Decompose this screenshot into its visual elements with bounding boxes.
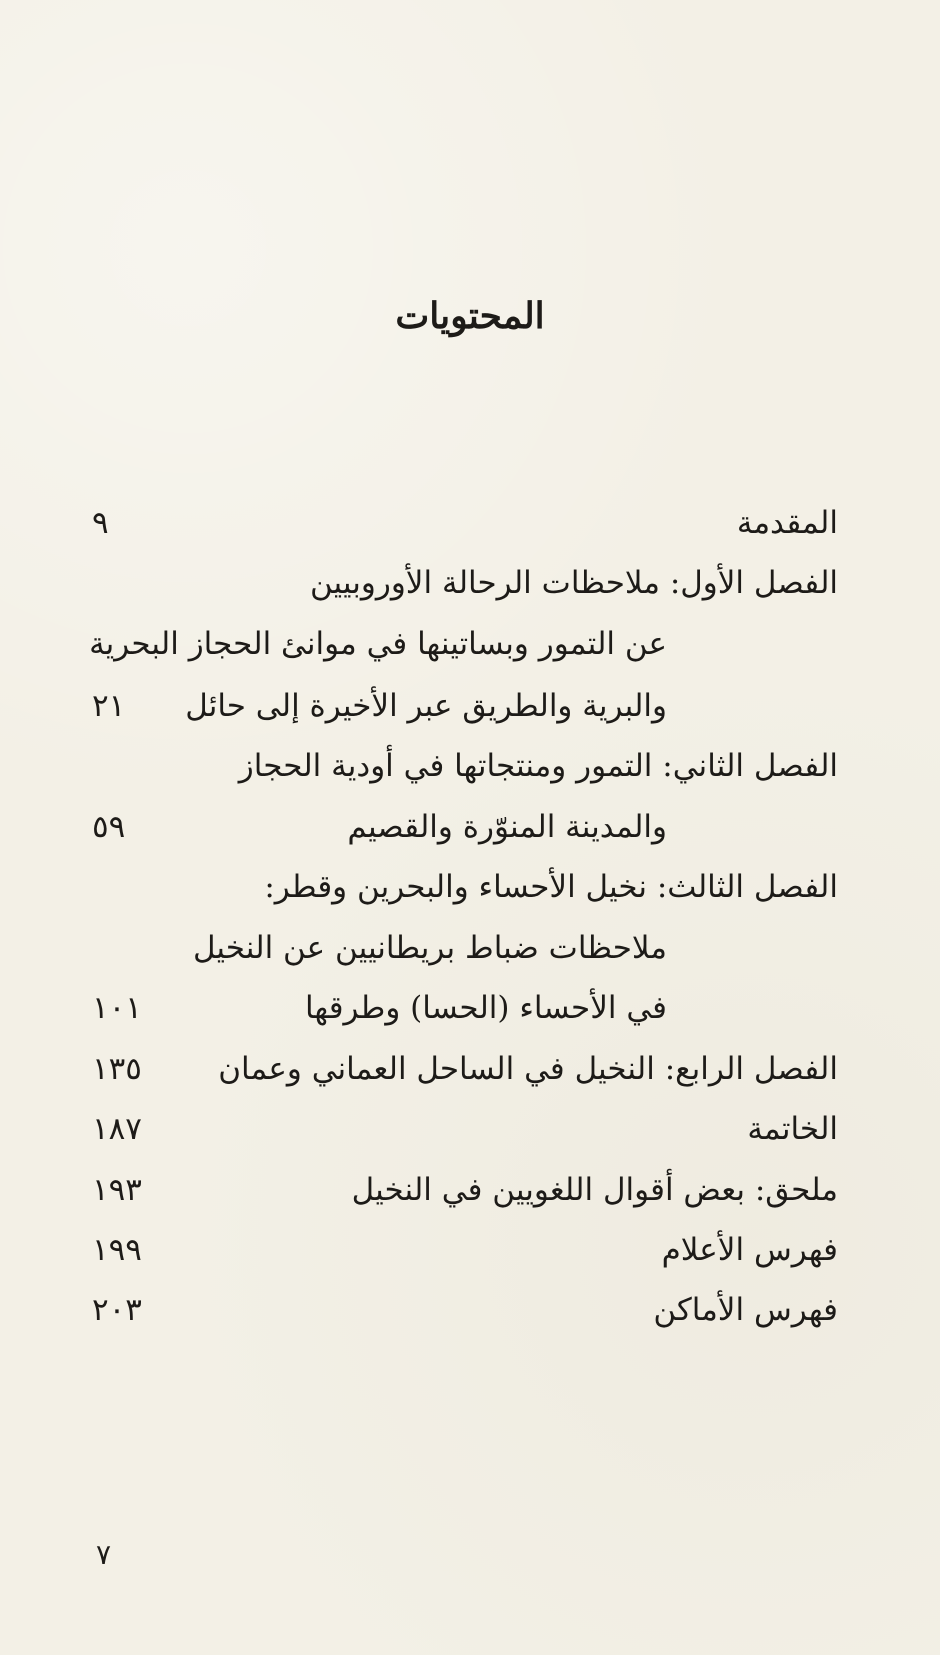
toc-page-chapter-2: ٥٩ <box>92 809 126 845</box>
toc-page-index-of-places: ٢٠٣ <box>92 1292 142 1328</box>
toc-item-chapter-1-line-2: عن التمور وبساتينها في موانئ الحجاز البحرية <box>89 626 667 662</box>
toc-page-appendix: ١٩٣ <box>92 1172 142 1208</box>
toc-page-chapter-3: ١٠١ <box>92 990 142 1026</box>
toc-item-introduction: المقدمة <box>736 505 838 541</box>
toc-page-introduction: ٩ <box>92 505 109 541</box>
toc-item-chapter-4: الفصل الرابع: النخيل في الساحل العماني وعمان <box>218 1051 838 1087</box>
toc-item-chapter-2-line-1: الفصل الثاني: التمور ومنتجاتها في أودية الحجاز <box>238 748 838 784</box>
page-title: المحتويات <box>395 295 545 337</box>
toc-item-chapter-3-line-2: ملاحظات ضباط بريطانيين عن النخيل <box>192 930 667 966</box>
toc-item-conclusion: الخاتمة <box>747 1111 838 1147</box>
toc-item-chapter-3-line-3: في الأحساء (الحسا) وطرقها <box>304 990 667 1026</box>
toc-page-chapter-4: ١٣٥ <box>92 1051 142 1087</box>
toc-item-chapter-1-line-1: الفصل الأول: ملاحظات الرحالة الأوروبيين <box>309 565 838 601</box>
toc-page-chapter-1: ٢١ <box>92 688 126 724</box>
page-number: ٧ <box>96 1538 112 1571</box>
toc-page-index-of-names: ١٩٩ <box>92 1232 142 1268</box>
toc-item-index-of-names: فهرس الأعلام <box>661 1232 838 1268</box>
toc-item-chapter-2-line-2: والمدينة المنوّرة والقصيم <box>347 809 667 845</box>
toc-item-appendix: ملحق: بعض أقوال اللغويين في النخيل <box>351 1172 838 1208</box>
toc-item-chapter-3-line-1: الفصل الثالث: نخيل الأحساء والبحرين وقطر: <box>264 869 838 905</box>
toc-item-chapter-1-line-3: والبرية والطريق عبر الأخيرة إلى حائل <box>185 688 667 724</box>
toc-page-conclusion: ١٨٧ <box>92 1111 142 1147</box>
toc-item-index-of-places: فهرس الأماكن <box>653 1292 838 1328</box>
